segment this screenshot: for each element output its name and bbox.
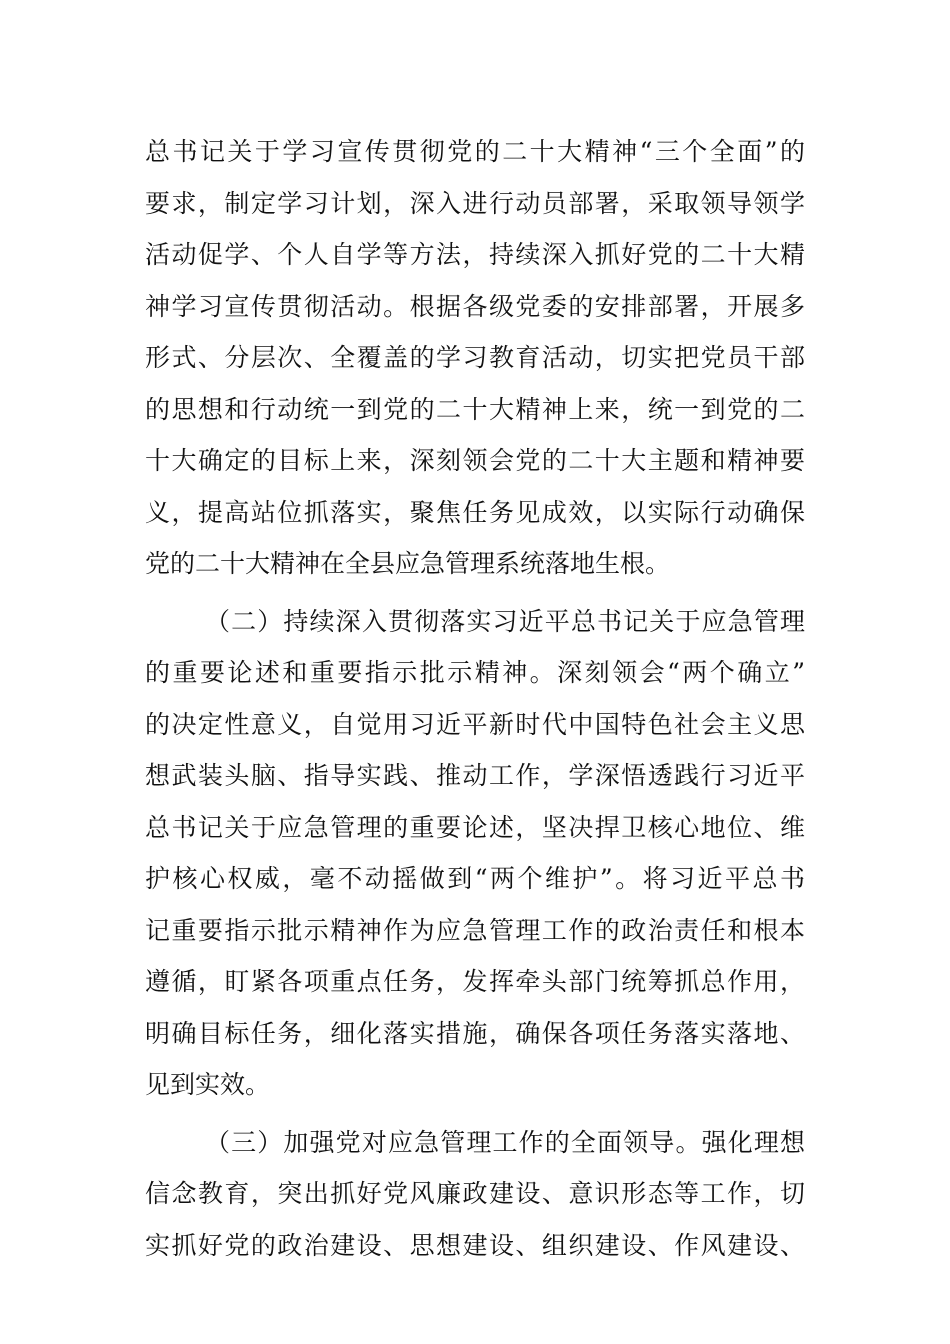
text-line: 神学习宣传贯彻活动。根据各级党委的安排部署，开展多 — [145, 291, 805, 321]
text-line: 活动促学、个人自学等方法，持续深入抓好党的二十大精 — [145, 240, 805, 269]
text-line: 护核心权威，毫不动摇做到“两个维护”。将习近平总书 — [145, 864, 805, 893]
text-line: 形式、分层次、全覆盖的学习教育活动，切实把党员干部 — [145, 343, 805, 372]
text-line: 明确目标任务，细化落实措施，确保各项任务落实落地、 — [145, 1018, 805, 1048]
text-line: 信念教育，突出抓好党风廉政建设、意识形态等工作，切 — [145, 1179, 805, 1208]
text-line: 十大确定的目标上来，深刻领会党的二十大主题和精神要 — [145, 446, 805, 475]
text-line: 要求，制定学习计划，深入进行动员部署，采取领导领学 — [145, 188, 805, 218]
body-text — [145, 132, 805, 1277]
section-heading-line: （三）加强党对应急管理工作的全面领导。强化理想 — [205, 1127, 805, 1157]
text-line: 总书记关于应急管理的重要论述，坚决捍卫核心地位、维 — [145, 812, 805, 842]
text-line: 实抓好党的政治建设、思想建设、组织建设、作风建设、 — [145, 1230, 805, 1260]
section-heading-line: （二）持续深入贯彻落实习近平总书记关于应急管理 — [205, 606, 805, 636]
text-line: 见到实效。 — [145, 1070, 271, 1099]
text-line: 的思想和行动统一到党的二十大精神上来，统一到党的二 — [145, 394, 805, 424]
text-line: 的决定性意义，自觉用习近平新时代中国特色社会主义思 — [145, 709, 805, 739]
text-line: 遵循，盯紧各项重点任务，发挥牵头部门统筹抓总作用， — [145, 967, 805, 996]
text-line: 想武装头脑、指导实践、推动工作，学深悟透践行习近平 — [145, 761, 805, 790]
text-line: 义，提高站位抓落实，聚焦任务见成效，以实际行动确保 — [145, 497, 805, 527]
text-line: 党的二十大精神在全县应急管理系统落地生根。 — [145, 549, 671, 578]
text-line: 的重要论述和重要指示批示精神。深刻领会“两个确立” — [145, 658, 805, 687]
text-line: 记重要指示批示精神作为应急管理工作的政治责任和根本 — [145, 915, 805, 945]
text-line: 总书记关于学习宣传贯彻党的二十大精神“三个全面”的 — [145, 137, 805, 166]
